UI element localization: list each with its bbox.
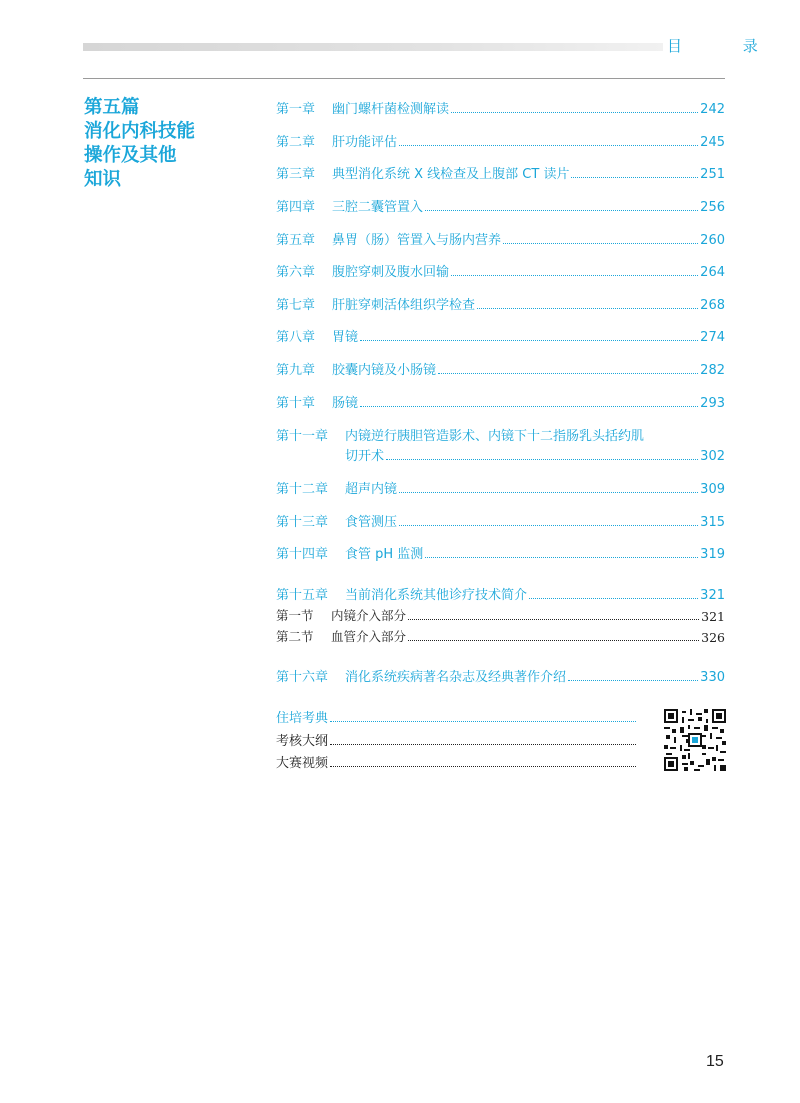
toc-entry-chapter-10[interactable]	[276, 391, 725, 411]
part-title-line: 第五篇	[84, 97, 140, 118]
header-decor-bar	[83, 43, 663, 51]
section-title: 内镜介入部分	[331, 608, 407, 623]
chapter-number: 第三章	[276, 167, 316, 182]
chapter-number: 第五章	[276, 233, 316, 248]
chapter-title: 腹腔穿刺及腹水回输	[332, 265, 450, 280]
chapter-page: 315	[700, 515, 725, 530]
chapter-number: 第二章	[276, 135, 316, 150]
leader-dots	[360, 340, 698, 341]
resource-label: 考核大纲	[276, 734, 329, 749]
chapter-title: 食管测压	[345, 515, 398, 530]
toc-entry-chapter-2[interactable]	[276, 130, 725, 150]
chapter-page: 256	[700, 200, 725, 215]
chapter-page: 293	[700, 396, 725, 411]
qr-code-icon[interactable]	[664, 709, 726, 771]
chapter-number: 第七章	[276, 298, 316, 313]
leader-dots	[330, 766, 636, 767]
chapter-page: 319	[700, 547, 725, 562]
toc-entry-chapter-12[interactable]	[276, 477, 725, 497]
toc-entry-chapter-9[interactable]	[276, 358, 725, 378]
chapter-title: 肝功能评估	[332, 135, 398, 150]
chapter-title-continued: 切开术	[345, 449, 385, 464]
part-title-line: 消化内科技能	[84, 121, 196, 142]
toc-entry-chapter-4[interactable]	[276, 195, 725, 215]
leader-dots	[568, 680, 698, 681]
chapter-page: 245	[700, 135, 725, 150]
chapter-number: 第一章	[276, 102, 316, 117]
chapter-page: 302	[700, 449, 725, 464]
section-page: 326	[701, 630, 725, 645]
chapter-page: 264	[700, 265, 725, 280]
chapter-title: 胃镜	[332, 330, 359, 345]
chapter-page: 330	[700, 670, 725, 685]
chapter-title: 超声内镜	[345, 482, 398, 497]
leader-dots	[451, 275, 698, 276]
chapter-number: 第十一章	[276, 429, 329, 444]
chapter-title: 三腔二囊管置入	[332, 200, 424, 215]
leader-dots	[529, 598, 698, 599]
chapter-number: 第六章	[276, 265, 316, 280]
chapter-title: 幽门螺杆菌检测解读	[332, 102, 450, 117]
toc-entry-chapter-5[interactable]	[276, 228, 725, 248]
toc-entry-chapter-1[interactable]	[276, 97, 725, 117]
leader-dots	[360, 406, 698, 407]
toc-entry-chapter-16[interactable]	[276, 665, 725, 685]
leader-dots	[408, 640, 699, 641]
chapter-number: 第十六章	[276, 670, 329, 685]
toc-entry-chapter-14[interactable]	[276, 542, 725, 562]
leader-dots	[330, 721, 636, 722]
header-rule	[83, 78, 725, 79]
leader-dots	[425, 210, 698, 211]
toc-entry-chapter-3[interactable]	[276, 162, 725, 182]
leader-dots	[477, 308, 698, 309]
chapter-title: 鼻胃（肠）管置入与肠内营养	[332, 233, 502, 248]
toc-entry-chapter-15[interactable]	[276, 583, 725, 603]
part-title-line: 操作及其他	[84, 145, 177, 166]
resource-label: 住培考典	[276, 711, 329, 726]
chapter-number: 第十四章	[276, 547, 329, 562]
section-page: 321	[701, 609, 725, 624]
section-number: 第一节	[276, 608, 314, 623]
chapter-number: 第十三章	[276, 515, 329, 530]
toc-entry-chapter-6[interactable]	[276, 260, 725, 280]
leader-dots	[399, 492, 698, 493]
leader-dots	[330, 744, 636, 745]
toc-entry-chapter-13[interactable]	[276, 510, 725, 530]
leader-dots	[571, 177, 698, 178]
resource-label: 大赛视频	[276, 756, 329, 771]
toc-entry-chapter-8[interactable]	[276, 325, 725, 345]
chapter-page: 242	[700, 102, 725, 117]
leader-dots	[386, 459, 698, 460]
resource-zhupei-kaodian[interactable]	[276, 706, 636, 726]
section-number: 第二节	[276, 629, 314, 644]
chapter-page: 274	[700, 330, 725, 345]
part-title	[84, 96, 254, 192]
page-number: 15	[706, 1053, 724, 1070]
chapter-number: 第十五章	[276, 588, 329, 603]
section-title: 血管介入部分	[331, 629, 407, 644]
leader-dots	[503, 243, 698, 244]
chapter-title: 肠镜	[332, 396, 359, 411]
leader-dots	[399, 525, 698, 526]
chapter-number: 第十二章	[276, 482, 329, 497]
leader-dots	[425, 557, 698, 558]
chapter-page: 268	[700, 298, 725, 313]
toc-entry-section-2[interactable]	[276, 625, 725, 645]
chapter-title: 消化系统疾病著名杂志及经典著作介绍	[345, 670, 567, 685]
chapter-title: 典型消化系统 X 线检查及上腹部 CT 读片	[332, 167, 570, 182]
chapter-number: 第八章	[276, 330, 316, 345]
chapter-title: 食管 pH 监测	[345, 547, 424, 562]
chapter-page: 282	[700, 363, 725, 378]
header-title: 目 录	[667, 37, 786, 55]
chapter-title: 胶囊内镜及小肠镜	[332, 363, 437, 378]
chapter-number: 第四章	[276, 200, 316, 215]
toc-entry-section-1[interactable]	[276, 604, 725, 624]
part-title-line: 知识	[84, 169, 122, 190]
chapter-title: 当前消化系统其他诊疗技术简介	[345, 588, 528, 603]
chapter-title: 内镜逆行胰胆管造影术、内镜下十二指肠乳头括约肌	[345, 429, 645, 444]
resource-exam-outline[interactable]	[276, 729, 636, 749]
chapter-title: 肝脏穿刺活体组织学检查	[332, 298, 476, 313]
toc-entry-chapter-11[interactable]	[276, 424, 725, 444]
leader-dots	[399, 145, 698, 146]
chapter-page: 321	[700, 588, 725, 603]
chapter-page: 309	[700, 482, 725, 497]
leader-dots	[451, 112, 698, 113]
chapter-number: 第九章	[276, 363, 316, 378]
leader-dots	[438, 373, 698, 374]
toc-entry-chapter-7[interactable]	[276, 293, 725, 313]
toc-entry-chapter-11-cont[interactable]	[276, 444, 725, 464]
chapter-page: 260	[700, 233, 725, 248]
resource-contest-video[interactable]	[276, 751, 636, 771]
chapter-page: 251	[700, 167, 725, 182]
chapter-number: 第十章	[276, 396, 316, 411]
leader-dots	[408, 619, 699, 620]
